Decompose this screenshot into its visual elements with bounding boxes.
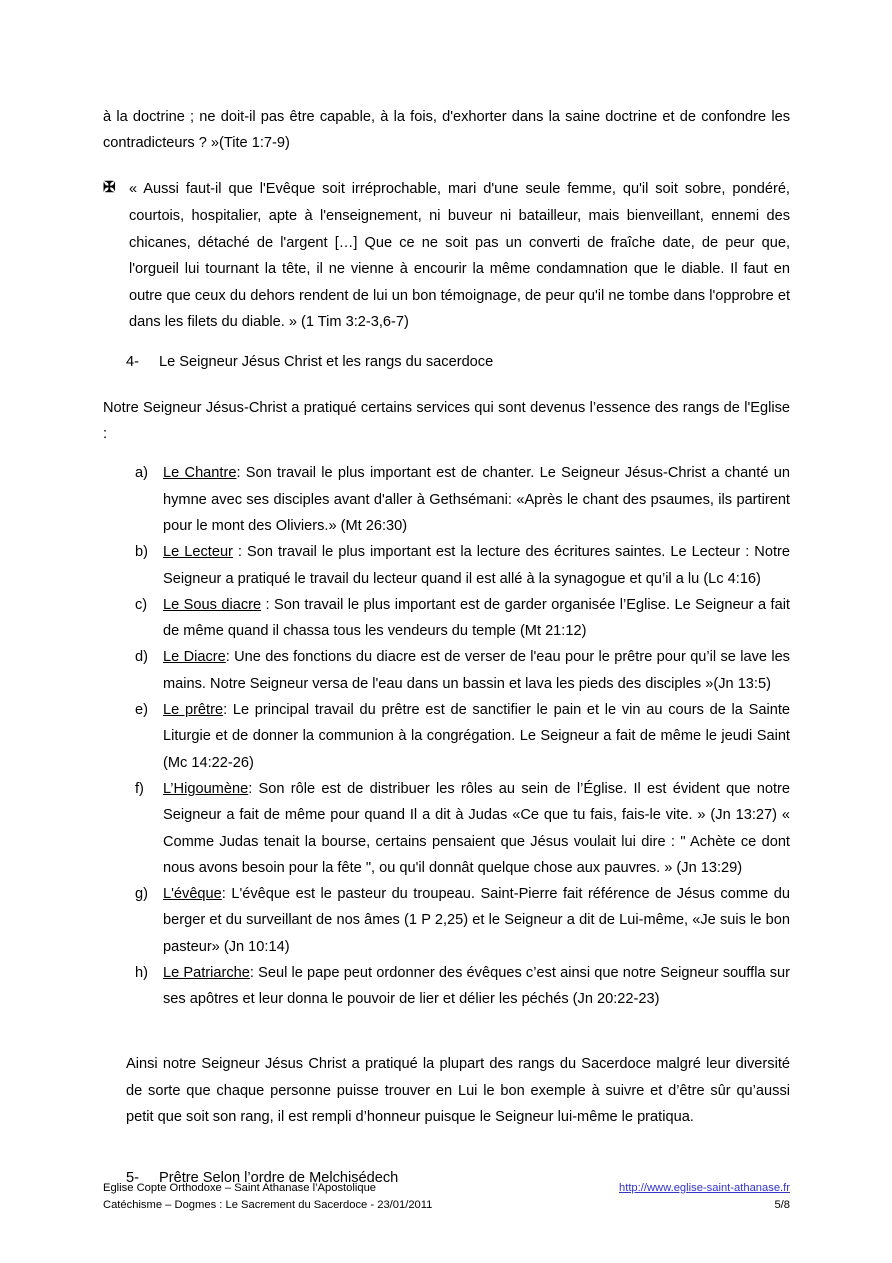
list-item	[103, 776, 790, 881]
rank-body: : Son rôle est de distribuer les rôles au sein de l’Église. Il est évident que notre Seigneur a fait de même pour quand Il a dit à Judas «Ce que tu fais, fais-le vite. » (Jn 13:27) « Comme Judas tenait la bourse, certains pensaient que Jésus voulait lui dire : " Achète ce dont nous avons besoin pour la fête ", ou qu'il donnât quelque chose aux pauvres. » (Jn 13:29)	[163, 780, 790, 876]
list-item	[103, 881, 790, 960]
list-item	[103, 592, 790, 645]
rank-term: Le prêtre	[163, 702, 224, 719]
list-item	[103, 539, 790, 592]
list-marker: e)	[135, 702, 148, 719]
section-title: Prêtre Selon l’ordre de Melchisédech	[159, 1169, 399, 1186]
footer-page-number: 5/8	[774, 1199, 790, 1211]
scripture-quote-block	[103, 176, 790, 336]
spacer	[103, 1013, 790, 1037]
list-marker: g)	[135, 886, 148, 903]
rank-term: Le Diacre	[163, 649, 226, 666]
rank-body: : Son travail le plus important est de chanter. Le Seigneur Jésus-Christ a chanté un hymne avec ses disciples avant d'aller à Gethsémani: «Après le chant des psaumes, ils partirent pour le mont des Oliviers.» (Mt 26:30)	[163, 465, 790, 534]
footer-website-link[interactable]: http://www.eglise-saint-athanase.fr	[618, 1182, 790, 1194]
rank-term: L'évêque	[163, 886, 222, 903]
rank-body: : Son travail le plus important est la lecture des écritures saintes. Le Lecteur : Notre Seigneur a pratiqué le travail du lecteur quand il est allé à la synagogue et qu’il a lu (Lc 4:16)	[163, 544, 790, 587]
rank-body: : L'évêque est le pasteur du troupeau. Saint-Pierre fait référence de Jésus comme du berger et du surveillant de nos âmes (1 P 2,25) et le Seigneur a dit de Lui-même, «Je suis le bon pasteur» (Jn 10:14)	[163, 886, 790, 955]
list-item	[103, 644, 790, 697]
paragraph-continuation: à la doctrine ; ne doit-il pas être capable, à la fois, d'exhorter dans la saine doctrine et de confondre les contradicteurs ? »(Tite 1:7-9)	[103, 109, 790, 152]
list-marker: c)	[135, 596, 148, 613]
section-number: 4-	[126, 353, 139, 370]
paragraph-intro: Notre Seigneur Jésus-Christ a pratiqué certains services qui sont devenus l’essence des rangs de l'Eglise :	[103, 399, 790, 443]
rank-body: : Son travail le plus important est de garder organisée l’Eglise. Le Seigneur a fait de même quand il chassa tous les vendeurs du temple (Mt 21:12)	[163, 596, 790, 640]
rank-term: Le Chantre	[163, 465, 237, 482]
footer-line-1	[103, 1180, 790, 1197]
footer-organization: Eglise Copte Orthodoxe – Saint Athanase l’Apostolique	[103, 1182, 377, 1194]
cross-bullet-icon: ✠	[103, 179, 116, 197]
rank-term: Le Lecteur	[163, 544, 233, 561]
spacer	[103, 336, 790, 349]
section-heading-4	[126, 349, 790, 375]
paragraph-closing: Ainsi notre Seigneur Jésus Christ a pratiqué la plupart des rangs du Sacerdoce malgré leur diversité de sorte que chaque personne puisse trouver en Lui le bon exemple à suivre et d’être sûr qu’aussi petit que soit son rang, il est rempli d’honneur puisque le Seigneur lui-même le pratiqua.	[126, 1056, 790, 1125]
footer-line-2	[103, 1197, 790, 1214]
scripture-quote-text: « Aussi faut-il que l'Evêque soit irréprochable, mari d'une seule femme, qu'il soit sobre, pondéré, courtois, hospitalier, apte à l'enseignement, ni buveur ni batailleur, mais bienveillant, ennemi des chicanes, détaché de l'argent […] Que ce ne soit pas un converti de fraîche date, de peur que, l'orgueil lui tournant la tête, il ne vienne à encourir la même condamnation que le diable. Il faut en outre que ceux du dehors rendent de lui un bon témoignage, de peur qu'il ne tombe dans l'opprobre et dans les filets du diable. » (1 Tim 3:2-3,6-7)	[129, 181, 790, 331]
rank-body: : Une des fonctions du diacre est de verser de l'eau pour le prêtre pour qu’il se lave les mains. Notre Seigneur versa de l'eau dans un bassin et lava les pieds des disciples »(Jn 13:5)	[163, 649, 790, 692]
spacer	[103, 1145, 790, 1165]
rank-body: : Seul le pape peut ordonner des évêques c’est ainsi que notre Seigneur souffla sur ses apôtres et leur donna le pouvoir de lier et délier les péchés (Jn 20:22-23)	[163, 965, 790, 1008]
page-content	[103, 104, 790, 1191]
list-item	[103, 960, 790, 1013]
spacer	[103, 375, 790, 395]
spacer	[103, 156, 790, 176]
rank-term: Le Sous diacre	[163, 596, 262, 613]
spacer	[103, 447, 790, 460]
list-marker: f)	[135, 780, 144, 797]
rank-term: L’Higoumène	[163, 780, 249, 797]
list-marker: d)	[135, 649, 148, 666]
rank-body: : Le principal travail du prêtre est de sanctifier le pain et le vin au cours de la Sainte Liturgie et de donner la communion à la congrégation. Le Seigneur a fait de même le jeudi Saint (Mc 14:22-26)	[163, 702, 790, 771]
list-item	[103, 460, 790, 539]
list-item	[103, 697, 790, 776]
section-title: Le Seigneur Jésus Christ et les rangs du sacerdoce	[159, 353, 494, 370]
ranks-list	[103, 460, 790, 1012]
list-marker: b)	[135, 544, 148, 561]
page-footer	[103, 1180, 790, 1214]
list-marker: a)	[135, 465, 148, 482]
rank-term: Le Patriarche	[163, 965, 250, 982]
footer-subtitle: Catéchisme – Dogmes : Le Sacrement du Sacerdoce - 23/01/2011	[103, 1199, 433, 1211]
list-marker: h)	[135, 965, 148, 982]
section-number: 5-	[126, 1169, 139, 1186]
